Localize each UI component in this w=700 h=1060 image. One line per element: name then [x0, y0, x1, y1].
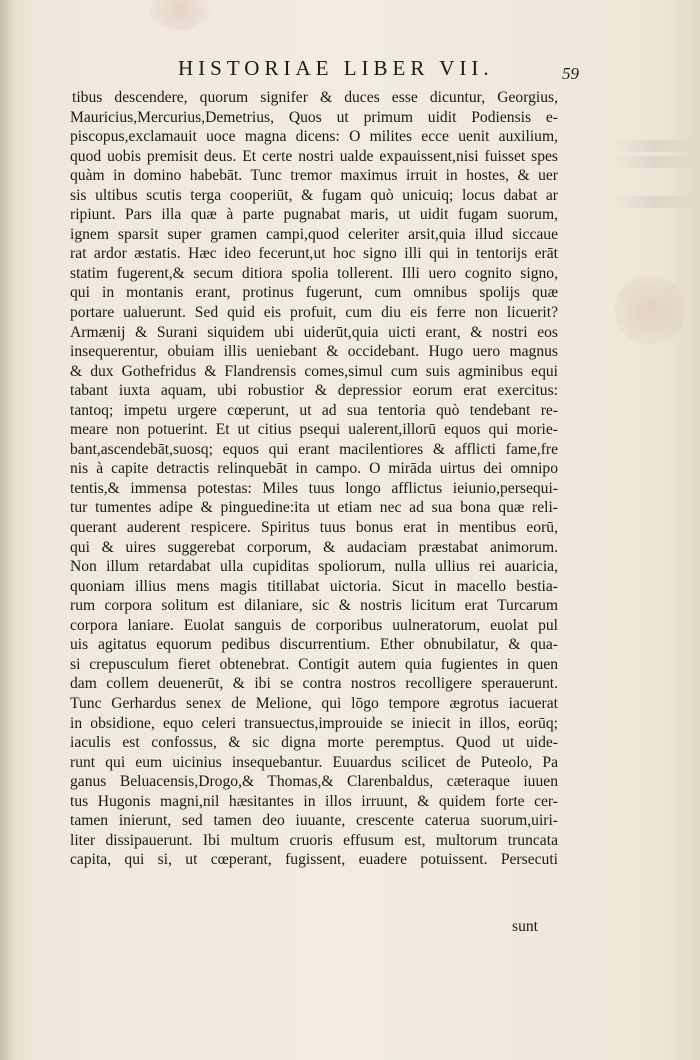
text-line: sis ultibus scutis terga cooperiūt, & fugam quò unicuiq; locus dabat ar	[70, 186, 558, 204]
text-line: quoniam illius mens magis titillabat uictoria. Sicut in macello bestia-	[70, 577, 558, 595]
text-line: ripiunt. Pars illa quæ à parte pugnabat maris, ut uidit fugam suorum,	[70, 206, 558, 224]
text-line: meare non potuerint. Et ut citius psequi ualerent,illorū equos qui morie-	[70, 421, 558, 439]
text-line: bant,ascendebāt,suosq; equos qui erant macilentiores & afflicti fame,fre	[70, 440, 558, 458]
text-line: rat ardor æstatis. Hæc ideo fecerunt,ut hoc signo illi qui in tentorijs erāt	[70, 245, 558, 263]
text-line: tamen inierunt, sed tamen deo iuuante, crescente caterua suorum,uiri-	[70, 812, 558, 830]
text-line: liter dissipauerunt. Ibi multum cruoris effusum est, multorum truncata	[70, 831, 558, 849]
text-line: si crepusculum fieret obtenebrat. Contigit autem quia fugientes in quen	[70, 655, 558, 673]
text-line: quàm in domino habebāt. Tunc tremor maximus irruit in hostes, & uer	[70, 167, 558, 185]
text-line: statim fugerent,& secum ditiora spolia tollerent. Illi uero cognito signo,	[70, 264, 558, 282]
text-line: qui in montanis erant, protinus fugerunt, cum omnibus spolijs quæ	[70, 284, 558, 302]
text-line: tantoq; impetu urgere cœperunt, ut ad sua tentoria quò tendebant re-	[70, 401, 558, 419]
text-line: querant auderent respicere. Spiritus tuus bonus erat in mentibus eorū,	[70, 519, 558, 537]
show-through-text	[615, 196, 695, 208]
text-line: tur tumentes adipe & pinguedine:ita ut etiam nec ad sua bona quæ reli-	[70, 499, 558, 517]
body-text	[70, 88, 558, 870]
text-line: Mauricius,Mercurius,Demetrius, Quos ut primum uidit Podiensis e-	[70, 108, 558, 126]
show-through-text	[615, 140, 695, 152]
text-line: corpora laniare. Euolat sanguis de corporibus uulneratorum, euolat pul	[70, 616, 558, 634]
text-line: & dux Gothefridus & Flandrensis comes,simul cum suis agminibus equi	[70, 362, 558, 380]
foxing-stain	[150, 0, 210, 30]
catchword: sunt	[512, 918, 538, 935]
text-line: tus Hugonis magni,nil hæsitantes in illos irruunt, & quidem forte cer-	[70, 792, 558, 810]
text-line: insequerentur, obuiam illis ueniebant & occidebant. Hugo uero magnus	[70, 343, 558, 361]
text-line: dam collem deuenerūt, & ibi se contra nostros recolligere sperauerunt.	[70, 675, 558, 693]
page-number: 59	[562, 64, 579, 83]
text-line: uis agitatus equorum pedibus discurrentium. Ether obnubilatur, & qua-	[70, 636, 558, 654]
text-line: Armænij & Surani siquidem ubi uiderūt,quia uicti erant, & nostri eos	[70, 323, 558, 341]
text-line: rum corpora solitum est dilaniare, sic & nostris licitum erat Turcarum	[70, 597, 558, 615]
gutter-shadow	[0, 0, 14, 1060]
foxing-stain	[615, 275, 685, 345]
text-line: tentis,& immensa potestas: Miles tuus longo afflictus ieiunio,persequi-	[70, 479, 558, 497]
text-line: Non illum retardabat ulla cupiditas spoliorum, nulla ullius rei auaricia,	[70, 558, 558, 576]
text-line: ganus Beluacensis,Drogo,& Thomas,& Clarenbaldus, cæteraque iuuen	[70, 773, 558, 791]
text-line: tibus descendere, quorum signifer & duces esse dicuntur, Georgius,	[72, 89, 558, 106]
text-line: ignem sparsit super gramen campi,quod celeriter arsit,quia illud siccaue	[70, 225, 558, 243]
text-line: Tunc Gerhardus senex de Melione, qui lōgo tempore ægrotus iacuerat	[70, 694, 558, 712]
text-line: tabant iuxta aquam, ubi robustior & depressior eorum erat exercitus:	[70, 382, 558, 400]
text-line: nis à capite detractis relinquebāt in campo. O mirāda uirtus dei omnipo	[70, 460, 558, 478]
running-head: HISTORIAE LIBER VII.	[178, 56, 494, 80]
text-line: in obsidione, equo celeri transuectus,improuide se iniecit in illos, eorūq;	[70, 714, 558, 732]
text-line: portare ualuerunt. Sed quid eis profuit, cum diu eis ferre non licuerit?	[70, 304, 558, 322]
show-through-text	[615, 156, 695, 168]
text-line: iaculis est confossus, & sic digna morte peremptus. Quod ut uide-	[70, 734, 558, 752]
text-line: qui & uires suggerebat corporum, & audaciam præstabat animorum.	[70, 538, 558, 556]
text-line: runt qui eum uicinius insequebantur. Euuardus scilicet de Puteolo, Pa	[70, 753, 558, 771]
text-line: quod uobis premisit deus. Et certe nostri ualde expauissent,nisi fuisset spes	[70, 147, 558, 165]
text-line: capita, qui si, ut cœperant, fugissent, euadere potuissent. Persecuti	[70, 851, 558, 869]
text-line: piscopus,exclamauit uoce magna dicens: O milites ecce uenit auxilium,	[70, 128, 558, 146]
